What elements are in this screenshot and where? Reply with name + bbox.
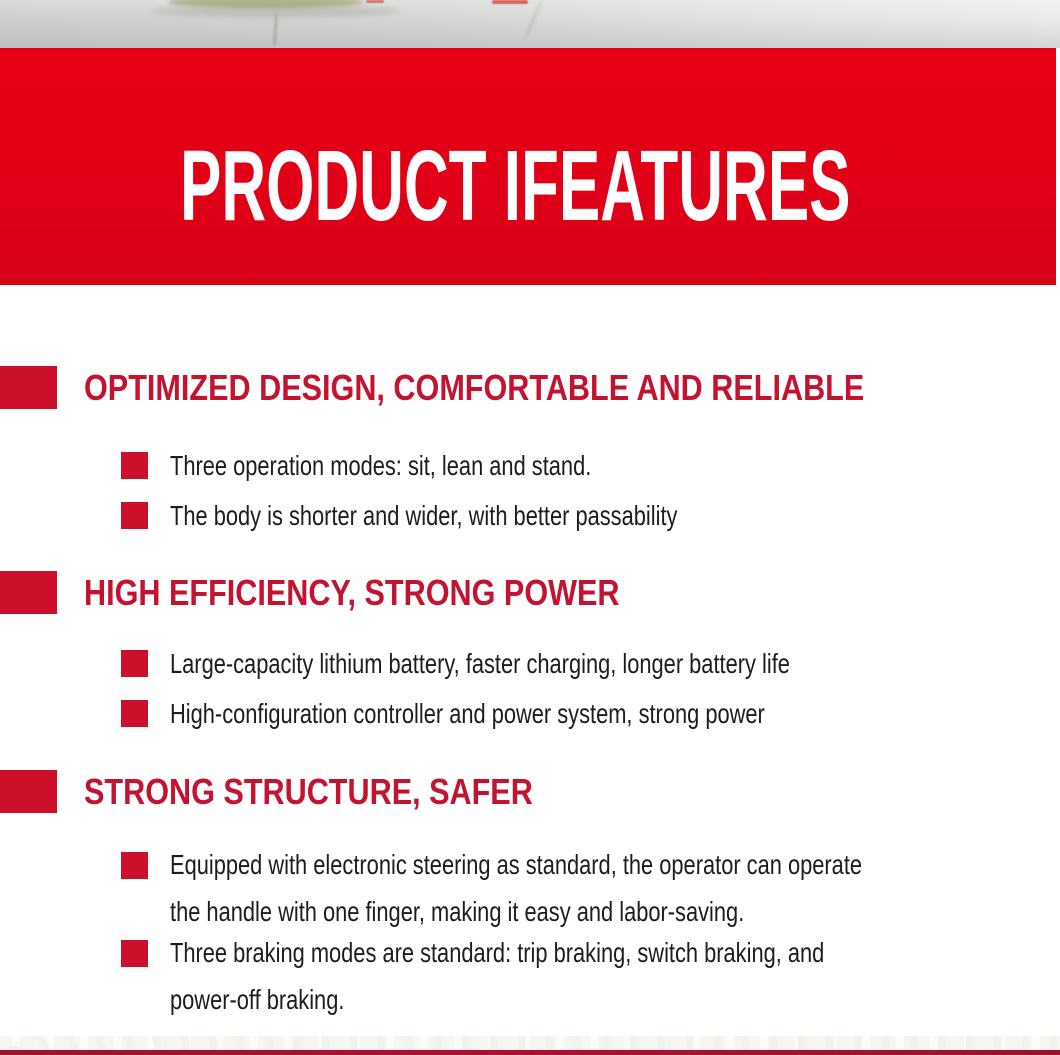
product-photo-fragment — [0, 0, 1060, 48]
bullet-text — [170, 697, 933, 730]
photo-floor-seam — [523, 0, 544, 41]
section-heading: STRONG STRUCTURE, SAFER — [84, 771, 533, 812]
section-heading: OPTIMIZED DESIGN, COMFORTABLE AND RELIABLE — [84, 367, 865, 408]
feature-bullet — [121, 929, 1009, 1023]
bullet-text — [170, 499, 821, 532]
feature-bullet — [121, 449, 710, 482]
section-marker-icon — [0, 571, 57, 614]
bullet-square-icon — [121, 650, 148, 677]
bullet-line: High-configuration controller and power system, strong power — [170, 698, 765, 729]
section-marker-icon — [0, 366, 57, 409]
photo-floor-shadow — [150, 5, 400, 17]
bullet-line: the handle with one finger, making it easy and labor-saving. — [170, 896, 745, 927]
bullet-square-icon — [121, 700, 148, 727]
bottom-accent-bar — [0, 1050, 1060, 1055]
bullet-line: The body is shorter and wider, with better passability — [170, 500, 678, 531]
bullet-square-icon — [121, 940, 148, 967]
bullet-text — [170, 929, 1009, 1023]
bullet-text — [170, 449, 710, 482]
section-heading: HIGH EFFICIENCY, STRONG POWER — [84, 572, 620, 613]
photo-red-fragment — [366, 0, 384, 3]
page-title: PRODUCT IFEATURES — [180, 130, 851, 242]
bullet-text — [170, 647, 965, 680]
bullet-text — [170, 841, 1057, 935]
bullet-square-icon — [121, 452, 148, 479]
bullet-line: Large-capacity lithium battery, faster charging, longer battery life — [170, 648, 790, 679]
feature-bullet — [121, 841, 1057, 935]
bullet-line: Three operation modes: sit, lean and stand. — [170, 450, 592, 481]
bullet-square-icon — [121, 502, 148, 529]
watermark-pattern — [0, 1036, 1060, 1050]
title-banner — [0, 48, 1056, 285]
bullet-line: Three braking modes are standard: trip braking, switch braking, and — [170, 937, 825, 968]
feature-bullet — [121, 499, 821, 532]
bullet-line: Equipped with electronic steering as standard, the operator can operate — [170, 849, 863, 880]
bullet-line: power-off braking. — [170, 984, 345, 1015]
feature-bullet — [121, 697, 933, 730]
bullet-square-icon — [121, 852, 148, 879]
section-marker-icon — [0, 770, 57, 813]
feature-bullet — [121, 647, 965, 680]
photo-floor-seam — [273, 12, 278, 46]
photo-green-object — [168, 0, 364, 8]
photo-red-fragment — [492, 0, 528, 4]
